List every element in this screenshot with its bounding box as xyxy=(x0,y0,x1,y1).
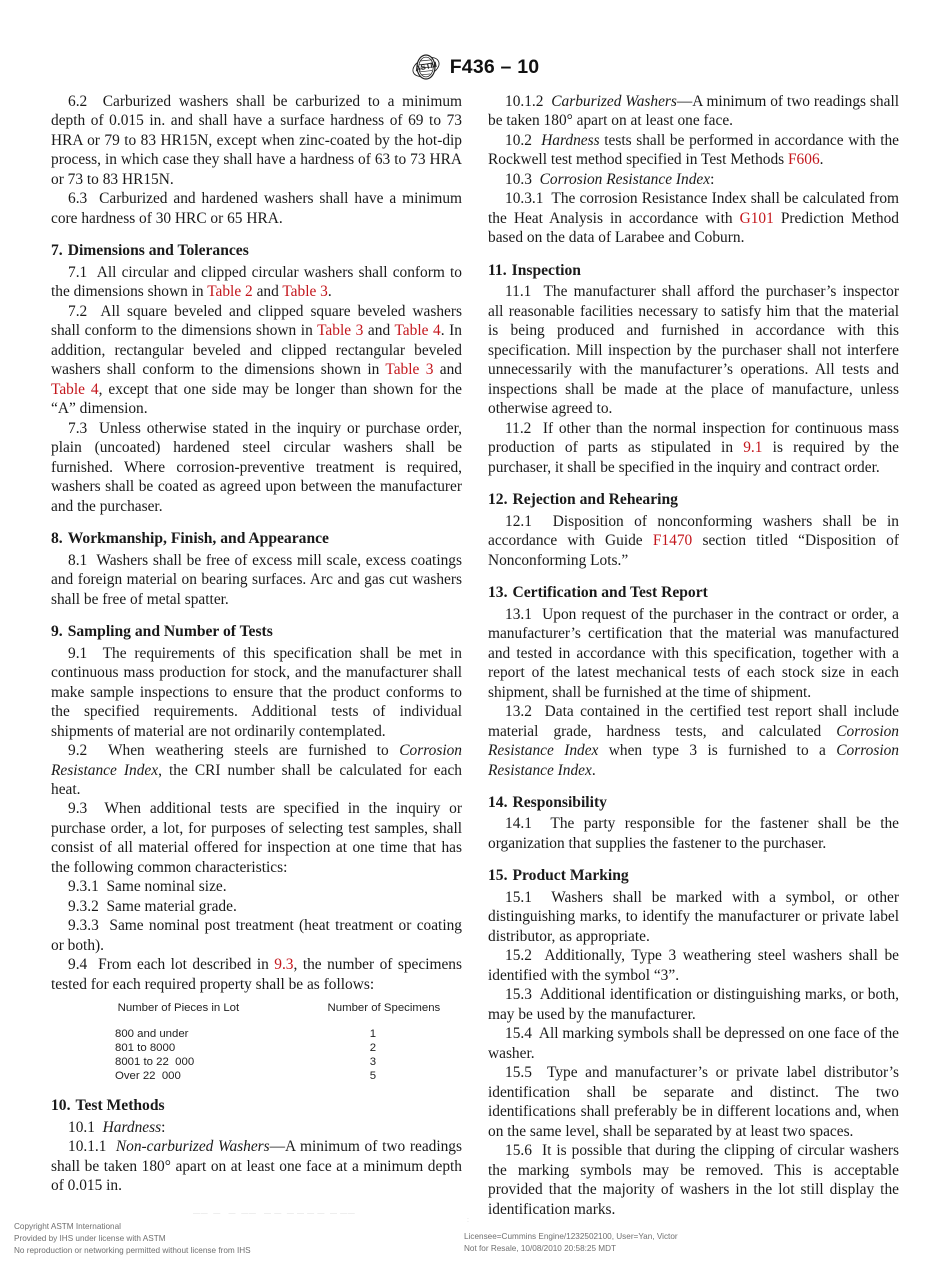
paragraph-number: 11.1 xyxy=(505,283,532,301)
body-paragraph: 10.2 Hardness tests shall be performed in accordance with the Rockwell test method specified in Test Methods F606. xyxy=(488,131,899,169)
body-paragraph: 13.1 Upon request of the purchaser in the contract or order, a manufacturer’s certification that the material was manufactured and tested in accordance with this specification, together with a report of the latest mechanical tests of each stock size in each shipment, shall be furnished at the time of shipment. xyxy=(488,605,899,701)
section-title: Rejection and Rehearing xyxy=(512,491,678,509)
body-paragraph: 7.2 All square beveled and clipped square beveled washers shall conform to the dimensions shown in Table 3 and Table 4. In addition, rectangular beveled and clipped rectangular beveled washers shall conform to the dimensions shown in Table 3 and Table 4, except that one side may be longer than shown for the “A” dimension. xyxy=(51,302,462,418)
body-paragraph: 10.3.1 The corrosion Resistance Index shall be calculated from the Heat Analysis in accordance with G101 Prediction Method based on the data of Larabee and Coburn. xyxy=(488,190,899,247)
footer-copyright-line: Provided by IHS under license with ASTM xyxy=(14,1233,166,1243)
body-paragraph: 9.4 From each lot described in 9.3, the number of specimens tested for each required property shall be as follows: xyxy=(51,956,462,993)
italic-term: Hardness xyxy=(102,1118,162,1136)
table-row xyxy=(51,1055,462,1069)
italic-term: Non-carburized Washers xyxy=(115,1138,270,1156)
paragraph-number: 8.1 xyxy=(68,551,88,569)
section-heading xyxy=(488,490,899,509)
table-cell: 8001 to 22 000 xyxy=(115,1056,195,1069)
section-heading xyxy=(488,866,899,885)
svg-text:ASTM: ASTM xyxy=(413,59,438,74)
footer-watermark-line: —— — — —— — — — — — — — —— xyxy=(193,1210,356,1217)
cross-reference-link[interactable]: F1470 xyxy=(652,532,693,550)
document-designation: F436 – 10 xyxy=(449,55,540,78)
cross-reference-link[interactable]: Table 4 xyxy=(51,380,99,398)
cross-reference-link[interactable]: Table 3 xyxy=(282,283,328,301)
table-row xyxy=(51,1041,462,1055)
body-paragraph: 7.1 All circular and clipped circular washers shall conform to the dimensions shown in Table 2 and Table 3. xyxy=(51,263,462,301)
body-paragraph: 15.1 Washers shall be marked with a symbol, or other distinguishing marks, to identify the manufacturer or private label distributor, as appropriate. xyxy=(488,888,899,945)
italic-term: Hardness xyxy=(541,131,600,149)
document-body xyxy=(51,92,899,1219)
body-paragraph: 9.3 When additional tests are specified in the inquiry or purchase order, a lot, for purposes of selecting test samples, shall consist of all material offered for inspection at one time that has the following common characteristics: xyxy=(51,800,462,876)
italic-term: Corrosion Resistance Index xyxy=(488,722,899,760)
section-number: 9. xyxy=(51,623,63,641)
paragraph-number: 6.3 xyxy=(68,190,88,208)
body-paragraph: 11.1 The manufacturer shall afford the purchaser’s inspector all reasonable facilities necessary to satisfy him that the material is being produced and furnished in accordance with this specification. Mill inspection by the purchaser shall not interfere unnecessarily with the manufacturer’s operations. All tests and inspections shall be made at the place of manufacture, unless otherwise agreed to. xyxy=(488,283,899,418)
page-header xyxy=(0,52,950,82)
body-paragraph: 6.2 Carburized washers shall be carburized to a minimum depth of 0.015 in. and shall have a surface hardness of 69 to 73 HRA or 79 to 83 HR15N, except when zinc-coated by the hot-dip process, in which case they shall have a hardness of 63 to 73 HRA or 73 to 83 HR15N. xyxy=(51,93,462,188)
paragraph-number: 14.1 xyxy=(505,815,532,833)
cross-reference-link[interactable]: G101 xyxy=(739,209,774,227)
paragraph-number: 10.1.1 xyxy=(68,1138,107,1156)
paragraph-number: 9.3 xyxy=(68,800,88,818)
italic-term: Corrosion Resistance Index xyxy=(539,170,711,188)
paragraph-number: 15.4 xyxy=(505,1025,532,1043)
body-paragraph: 10.3 Corrosion Resistance Index: xyxy=(505,170,715,188)
body-paragraph: 10.1.2 Carburized Washers—A minimum of two readings shall be taken 180° apart on at least one face. xyxy=(488,93,899,130)
section-title: Workmanship, Finish, and Appearance xyxy=(67,530,329,548)
footer-licensee-block xyxy=(464,1231,678,1255)
section-number: 15. xyxy=(488,867,508,885)
paragraph-number: 9.2 xyxy=(68,742,88,760)
section-number: 12. xyxy=(488,491,508,509)
left-column xyxy=(51,92,462,1219)
page-footer xyxy=(0,1209,950,1271)
body-paragraph: 6.3 Carburized and hardened washers shall have a minimum core hardness of 30 HRC or 65 HRA. xyxy=(51,190,462,227)
table-cell: 5 xyxy=(369,1070,377,1083)
cross-reference-link[interactable]: Table 3 xyxy=(317,322,364,340)
footer-licensee-line: Not for Resale, 10/08/2010 20:58:25 MDT xyxy=(464,1243,617,1253)
table-row xyxy=(51,1069,462,1083)
section-heading xyxy=(51,241,462,260)
paragraph-number: 9.1 xyxy=(68,644,88,662)
footer-copyright-line: Copyright ASTM International xyxy=(14,1222,121,1231)
body-paragraph: 9.2 When weathering steels are furnished to Corrosion Resistance Index, the CRI number shall be calculated for each heat. xyxy=(51,742,462,798)
section-heading xyxy=(51,622,462,641)
paragraph-number: 10.3 xyxy=(505,170,532,188)
section-title: Product Marking xyxy=(512,867,629,885)
cross-reference-link[interactable]: Table 4 xyxy=(394,322,441,340)
paragraph-number: 10.1.2 xyxy=(505,93,544,110)
section-title: Certification and Test Report xyxy=(512,584,708,602)
footer-tick-mark: : xyxy=(467,1217,469,1224)
footer-copyright-line: No reproduction or networking permitted without license from IHS xyxy=(14,1245,251,1255)
footer-copyright-block xyxy=(14,1221,251,1257)
section-number: 7. xyxy=(51,242,63,260)
paragraph-number: 9.4 xyxy=(68,956,88,974)
paragraph-number: 9.3.1 xyxy=(68,878,99,896)
body-paragraph: 7.3 Unless otherwise stated in the inquiry or purchase order, plain (uncoated) hardened steel circular washers shall be furnished. Where corrosion-preventive treatment is required, washers shall be coated as agreed upon between the manufacturer and the purchaser. xyxy=(51,419,462,515)
italic-term: Corrosion Resistance Index xyxy=(51,742,462,779)
section-title: Dimensions and Tolerances xyxy=(67,242,249,260)
section-title: Responsibility xyxy=(512,793,607,811)
section-heading xyxy=(488,793,899,812)
paragraph-number: 15.6 xyxy=(505,1142,532,1160)
table-column-header: Number of Pieces in Lot xyxy=(117,1002,240,1015)
body-paragraph: 15.4 All marking symbols shall be depressed on one face of the washer. xyxy=(488,1025,899,1062)
section-number: 11. xyxy=(488,261,507,279)
section-number: 8. xyxy=(51,530,63,548)
section-heading xyxy=(51,1096,462,1115)
section-title: Inspection xyxy=(511,261,581,279)
table-row xyxy=(51,1027,462,1041)
section-heading xyxy=(51,529,462,548)
paragraph-number: 7.1 xyxy=(68,263,88,281)
cross-reference-link[interactable]: Table 2 xyxy=(207,283,253,301)
table-cell: 1 xyxy=(369,1028,377,1041)
body-paragraph: 15.3 Additional identification or distinguishing marks, or both, may be used by the manufacturer. xyxy=(488,986,899,1023)
right-column xyxy=(488,92,899,1219)
body-paragraph: 8.1 Washers shall be free of excess mill scale, excess coatings and foreign material on bearing surfaces. Arc and gas cut washers shall be free of metal spatter. xyxy=(51,551,462,608)
body-paragraph: 10.1 Hardness: xyxy=(68,1118,166,1136)
paragraph-number: 10.3.1 xyxy=(505,190,544,208)
section-heading xyxy=(488,261,899,280)
body-paragraph: 14.1 The party responsible for the fastener shall be the organization that supplies the fastener to the purchaser. xyxy=(488,815,899,852)
body-paragraph: 15.6 It is possible that during the clipping of circular washers the marking symbols may be removed. This is acceptable provided that the majority of washers in the lot still display the identification marks. xyxy=(488,1142,899,1218)
footer-licensee-line: Licensee=Cummins Engine/1232502100, User=Yan, Victor xyxy=(464,1232,678,1241)
cross-reference-link[interactable]: F606 xyxy=(788,151,820,169)
section-number: 10. xyxy=(51,1097,71,1115)
body-paragraph: 9.3.3 Same nominal post treatment (heat treatment or coating or both). xyxy=(51,917,462,954)
cross-reference-link[interactable]: 9.1 xyxy=(743,439,763,457)
body-paragraph: 12.1 Disposition of nonconforming washers shall be in accordance with Guide F1470 section titled “Disposition of Nonconforming Lots.” xyxy=(488,512,900,569)
paragraph-number: 13.1 xyxy=(505,605,532,623)
table-cell: Over 22 000 xyxy=(115,1070,181,1083)
section-heading xyxy=(488,583,899,602)
section-number: 13. xyxy=(488,584,508,602)
paragraph-number: 10.2 xyxy=(505,131,532,149)
italic-term: Carburized Washers xyxy=(551,93,677,110)
paragraph-number: 11.2 xyxy=(505,419,532,437)
paragraph-number: 15.1 xyxy=(505,888,532,906)
astm-logo-icon xyxy=(411,52,441,82)
paragraph-number: 9.3.3 xyxy=(68,917,99,935)
section-title: Test Methods xyxy=(75,1097,165,1115)
body-paragraph: 9.3.2 Same material grade. xyxy=(68,897,237,915)
table-cell: 3 xyxy=(369,1056,377,1069)
paragraph-number: 15.5 xyxy=(505,1064,532,1082)
table-cell: 2 xyxy=(369,1042,377,1055)
italic-term: Corrosion Resistance Index xyxy=(488,742,899,779)
cross-reference-link[interactable]: Table 3 xyxy=(385,361,434,379)
paragraph-number: 7.3 xyxy=(68,419,88,437)
cross-reference-link[interactable]: 9.3 xyxy=(274,956,294,974)
paragraph-number: 13.2 xyxy=(505,703,532,721)
paragraph-number: 15.2 xyxy=(505,947,532,965)
section-number: 14. xyxy=(488,793,508,811)
body-paragraph: 9.1 The requirements of this specification shall be met in continuous mass production for stock, and the manufacturer shall make sample inspections to ensure that the product conforms to the specified requirements. Additional tests of individual shipments of material are not ordinarily contemplated. xyxy=(51,644,462,740)
specimen-count-table xyxy=(51,1002,462,1083)
table-column-header: Number of Specimens xyxy=(327,1002,441,1015)
table-cell: 800 and under xyxy=(115,1028,189,1041)
paragraph-number: 6.2 xyxy=(68,93,88,110)
paragraph-number: 10.1 xyxy=(68,1118,95,1136)
body-paragraph: 10.1.1 Non-carburized Washers—A minimum of two readings shall be taken 180° apart on at least one face at a minimum depth of 0.015 in. xyxy=(51,1138,462,1195)
table-cell: 801 to 8000 xyxy=(115,1042,176,1055)
paragraph-number: 15.3 xyxy=(505,986,532,1004)
paragraph-number: 7.2 xyxy=(68,302,88,320)
body-paragraph: 11.2 If other than the normal inspection for continuous mass production of parts as stipulated in 9.1 is required by the purchaser, it shall be specified in the inquiry and contract order. xyxy=(488,419,900,476)
body-paragraph: 9.3.1 Same nominal size. xyxy=(68,878,227,896)
body-paragraph: 15.5 Type and manufacturer’s or private label distributor’s identification shall be separate and distinct. The two identifications shall preferably be in different locations and, when on the same level, shall be separated by at least two spaces. xyxy=(488,1064,899,1140)
body-paragraph: 15.2 Additionally, Type 3 weathering steel washers shall be identified with the symbol “3”. xyxy=(488,947,899,984)
section-title: Sampling and Number of Tests xyxy=(67,623,273,641)
paragraph-number: 12.1 xyxy=(505,512,532,530)
paragraph-number: 9.3.2 xyxy=(68,897,99,915)
body-paragraph: 13.2 Data contained in the certified test report shall include material grade, hardness tests, and calculated Corrosion Resistance Index when type 3 is furnished to a Corrosion Resistance Index. xyxy=(488,703,899,779)
